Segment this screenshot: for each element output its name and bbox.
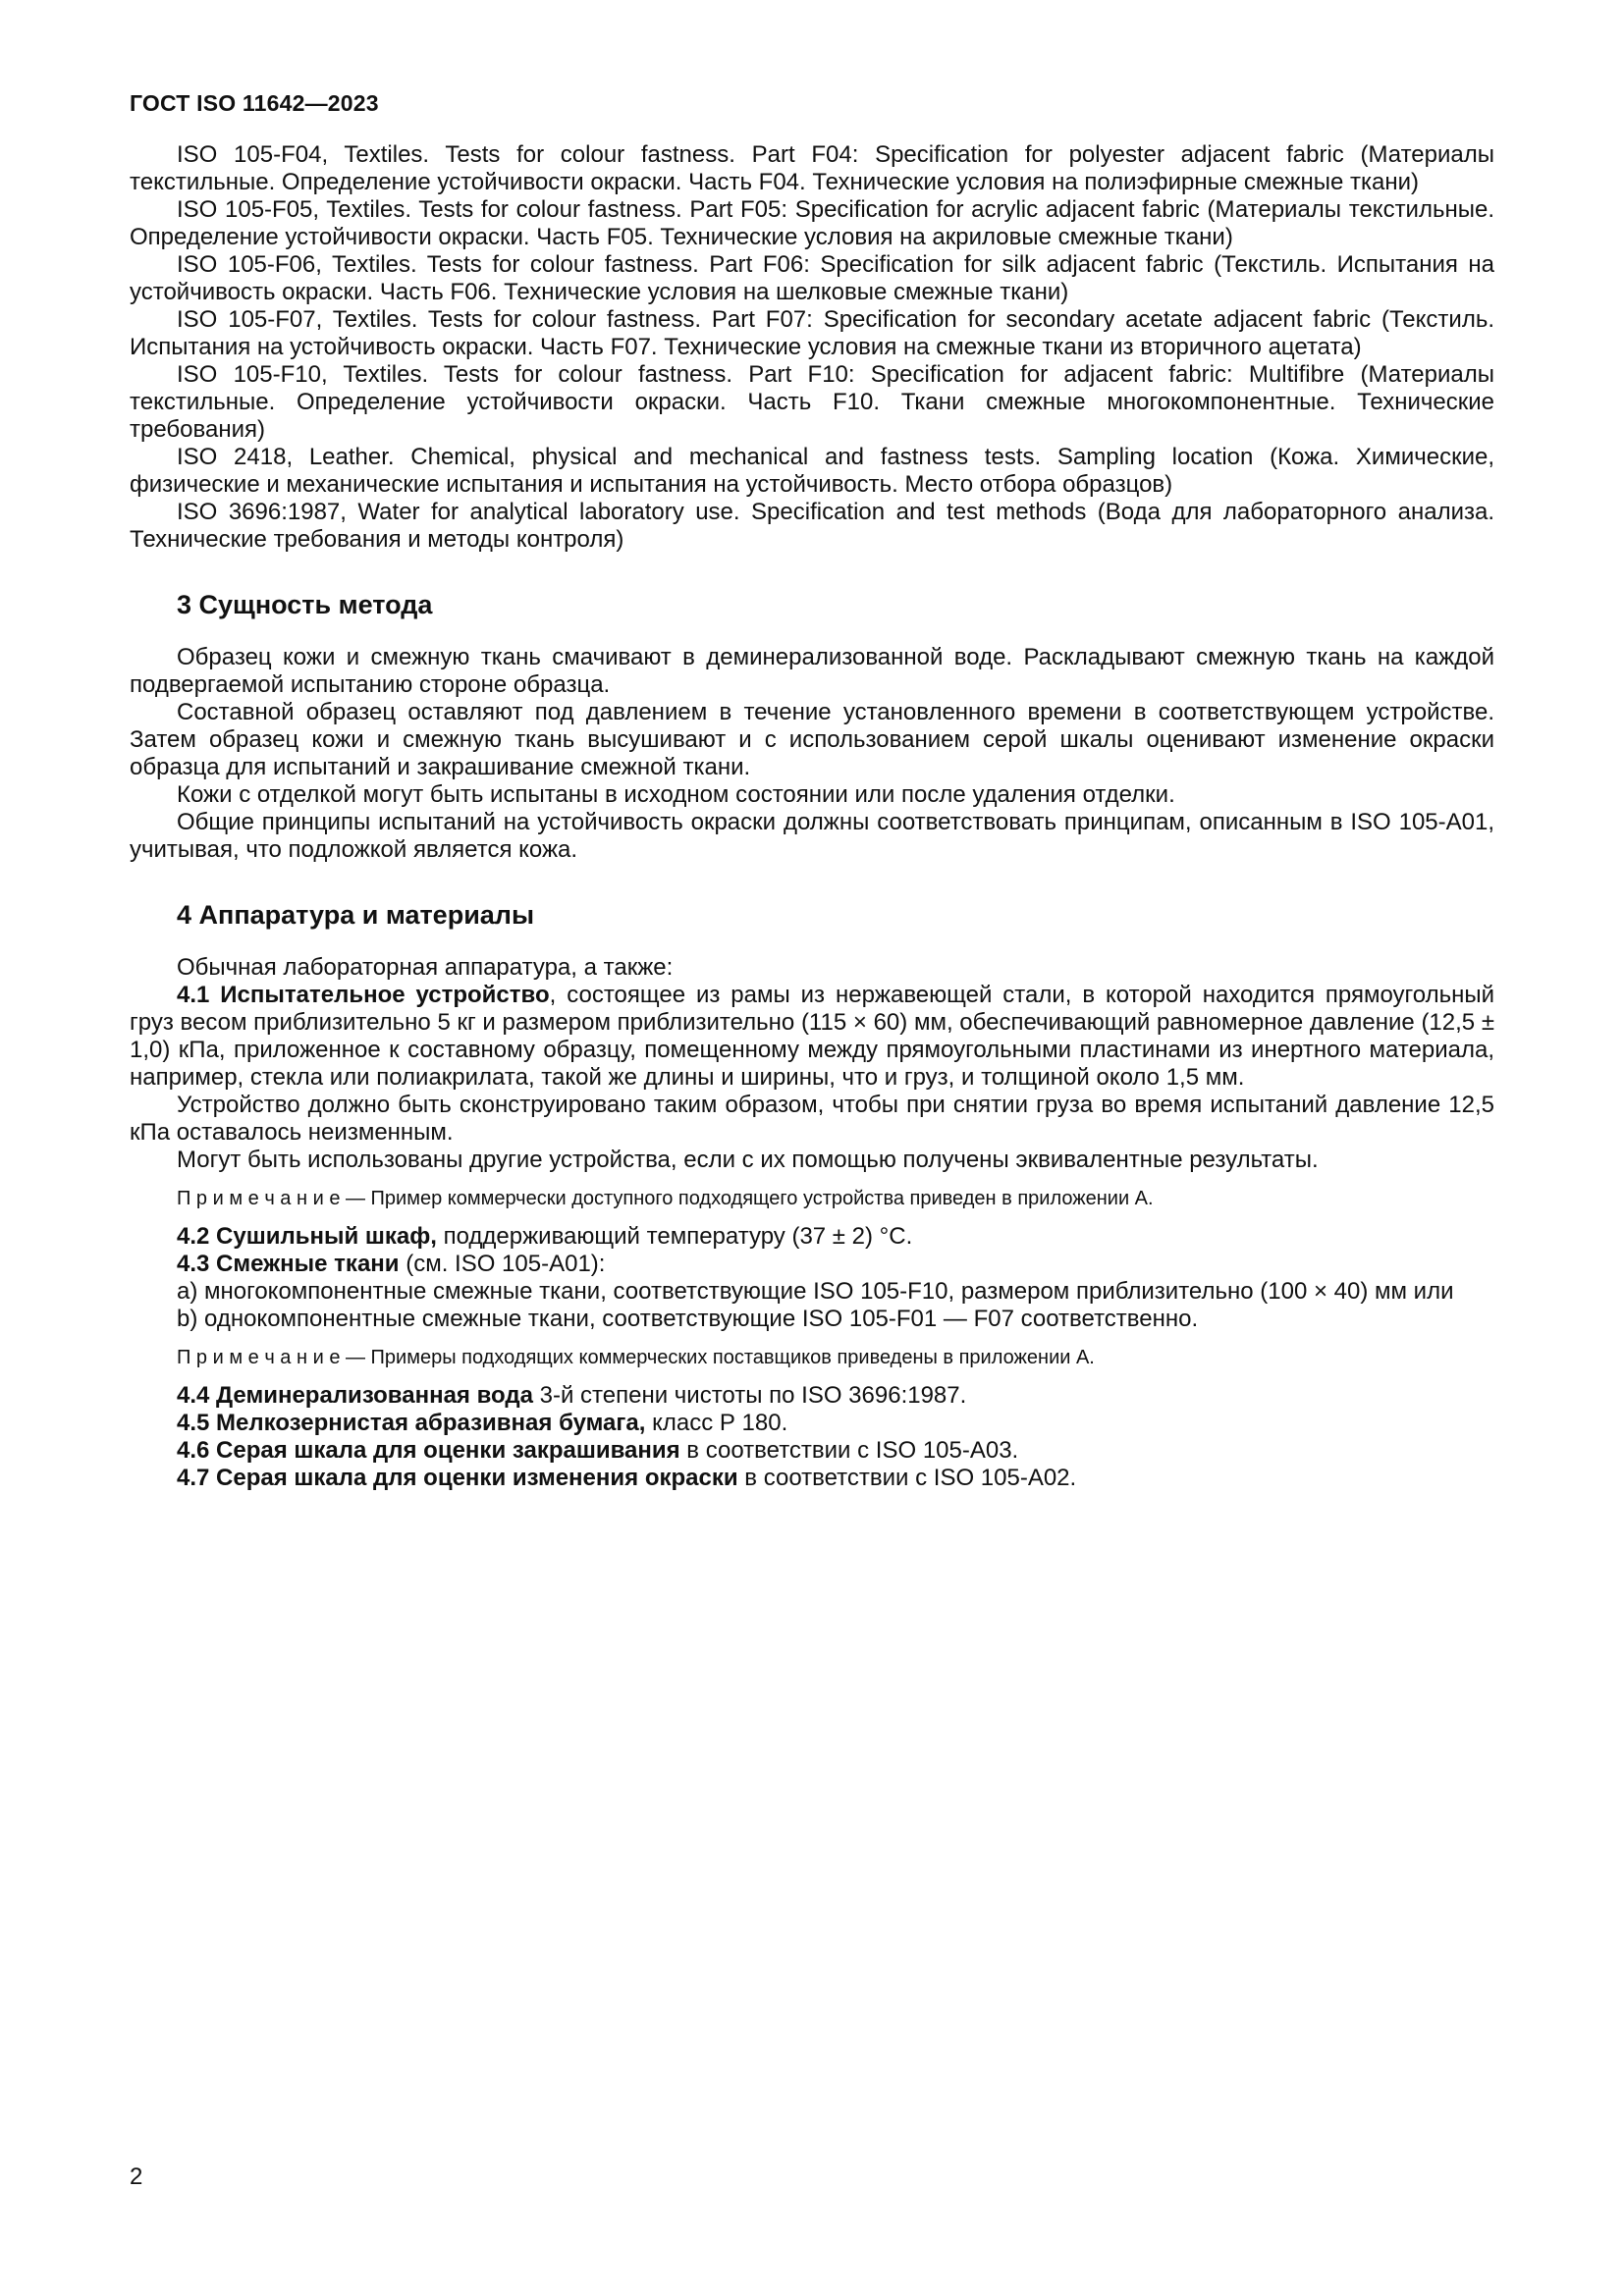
page-number: 2 bbox=[130, 2163, 143, 2190]
body-paragraph: Обычная лабораторная аппаратура, а также: bbox=[177, 954, 674, 981]
reference-paragraph: ISO 105-F06, Textiles. Tests for colour fastness. Part F06: Specification for silk adjacent fabric (Текстиль. Испытания на устойчивость окраски. Часть F06. Технические условия на шелковые смежные ткани) bbox=[130, 251, 1494, 305]
reference-paragraph: ISO 105-F10, Textiles. Tests for colour fastness. Part F10: Specification for adjacent fabric: Multifibre (Материалы текстильные. Определение устойчивости окраски. Часть F10. Ткани смежные многокомпонентные. Технические требования) bbox=[130, 361, 1494, 443]
clause-4-5 bbox=[130, 1410, 1494, 1437]
clause-4-5-text: класс Р 180. bbox=[645, 1410, 788, 1436]
clause-4-4-title: 4.4 Деминерализованная вода bbox=[177, 1382, 533, 1409]
reference-paragraph: ISO 2418, Leather. Chemical, physical and mechanical and fastness tests. Sampling location (Кожа. Химические, физические и механические испытания и испытания на устойчивость. Место отбора образцов) bbox=[130, 444, 1494, 498]
reference-paragraph: ISO 105-F07, Textiles. Tests for colour fastness. Part F07: Specification for secondary acetate adjacent fabric (Текстиль. Испытания на устойчивость окраски. Часть F07. Технические условия на смежные ткани из вторичного ацетата) bbox=[130, 306, 1494, 360]
list-item-b: b) однокомпонентные смежные ткани, соответствующие ISO 105-F01 — F07 соответственно. bbox=[177, 1306, 1199, 1332]
body-paragraph: Могут быть использованы другие устройства, если с их помощью получены эквивалентные результаты. bbox=[177, 1147, 1319, 1173]
clause-4-3-text: (см. ISO 105-A01): bbox=[399, 1251, 606, 1277]
note-text: — Примеры подходящих коммерческих поставщиков приведены в приложении А. bbox=[340, 1347, 1095, 1368]
page-content bbox=[130, 141, 1494, 1492]
body-paragraph: Составной образец оставляют под давлением в течение установленного времени в соответствующем устройстве. Затем образец кожи и смежную ткань высушивают и с использованием серой шкалы оценивают изменение окраски образца для испытаний и закрашивание смежной ткани. bbox=[130, 699, 1494, 780]
clause-4-3-title: 4.3 Смежные ткани bbox=[177, 1251, 400, 1277]
clause-4-2 bbox=[130, 1223, 1494, 1251]
reference-paragraph: ISO 105-F04, Textiles. Tests for colour fastness. Part F04: Specification for polyester adjacent fabric (Материалы текстильные. Определение устойчивости окраски. Часть F04. Технические условия на полиэфирные смежные ткани) bbox=[130, 141, 1494, 195]
clause-4-6-text: в соответствии с ISO 105-A03. bbox=[679, 1437, 1019, 1464]
clause-4-7-title: 4.7 Серая шкала для оценки изменения окраски bbox=[177, 1465, 738, 1491]
note-text: — Пример коммерчески доступного подходящего устройства приведен в приложении А. bbox=[340, 1188, 1154, 1209]
clause-4-3 bbox=[130, 1251, 1494, 1278]
body-paragraph: Общие принципы испытаний на устойчивость окраски должны соответствовать принципам, описанным в ISO 105-A01, учитывая, что подложкой является кожа. bbox=[130, 809, 1494, 863]
body-paragraph: Кожи с отделкой могут быть испытаны в исходном состоянии или после удаления отделки. bbox=[177, 781, 1175, 808]
clause-4-1-title: 4.1 Испытательное устройство bbox=[177, 982, 550, 1008]
note-2 bbox=[130, 1346, 1494, 1369]
clause-4-2-title: 4.2 Сушильный шкаф, bbox=[177, 1223, 437, 1250]
clause-4-1-text: , состоящее из рамы из нержавеющей стали, в которой находится прямоугольный груз весом приблизительно 5 кг и размером приблизительно (115 × 60) мм, обеспечивающий равномерное давление (12,5 ± 1,0) кПа, приложенное к составному образцу, помещенному между прямоугольными пластинами из инертного материала, например, стекла или полиакрилата, такой же длины и ширины, что и груз, и толщиной около 1,5 мм. bbox=[130, 982, 1495, 1091]
clause-4-6 bbox=[130, 1437, 1494, 1465]
body-paragraph: Образец кожи и смежную ткань смачивают в деминерализованной воде. Раскладывают смежную ткань на каждой подвергаемой испытанию стороне образца. bbox=[130, 644, 1494, 698]
note-1 bbox=[130, 1187, 1494, 1210]
clause-4-2-text: поддерживающий температуру (37 ± 2) °С. bbox=[436, 1223, 913, 1250]
clause-4-7 bbox=[130, 1465, 1494, 1492]
list-item-a: a) многокомпонентные смежные ткани, соответствующие ISO 105-F10, размером приблизительно (100 × 40) мм или bbox=[177, 1278, 1454, 1305]
clause-4-4 bbox=[130, 1382, 1494, 1410]
note-label: П р и м е ч а н и е bbox=[177, 1188, 341, 1209]
note-label: П р и м е ч а н и е bbox=[177, 1347, 341, 1368]
clause-4-7-text: в соответствии с ISO 105-A02. bbox=[737, 1465, 1077, 1491]
body-paragraph: Устройство должно быть сконструировано таким образом, чтобы при снятии груза во время испытаний давление 12,5 кПа оставалось неизменным. bbox=[130, 1092, 1494, 1146]
clause-4-4-text: 3-й степени чистоты по ISO 3696:1987. bbox=[532, 1382, 967, 1409]
clause-4-6-title: 4.6 Серая шкала для оценки закрашивания bbox=[177, 1437, 680, 1464]
clause-4-5-title: 4.5 Мелкозернистая абразивная бумага, bbox=[177, 1410, 646, 1436]
reference-paragraph: ISO 105-F05, Textiles. Tests for colour fastness. Part F05: Specification for acrylic adjacent fabric (Материалы текстильные. Определение устойчивости окраски. Часть F05. Технические условия на акриловые смежные ткани) bbox=[130, 196, 1494, 250]
section-4-heading: 4 Аппаратура и материалы bbox=[177, 900, 535, 930]
doc-header: ГОСТ ISO 11642—2023 bbox=[130, 90, 379, 116]
reference-paragraph: ISO 3696:1987, Water for analytical laboratory use. Specification and test methods (Вода для лабораторного анализа. Технические требования и методы контроля) bbox=[130, 499, 1494, 553]
section-3-heading: 3 Сущность метода bbox=[177, 590, 433, 619]
clause-4-1 bbox=[130, 982, 1494, 1092]
